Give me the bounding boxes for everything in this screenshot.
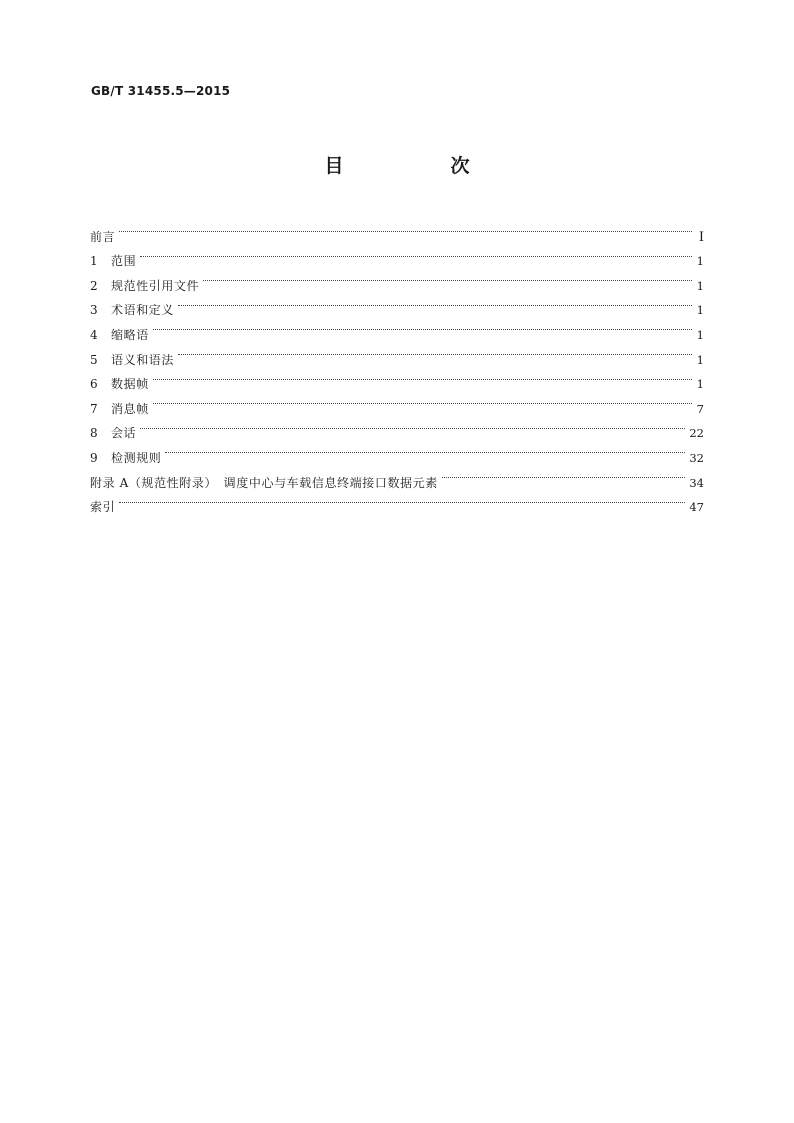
toc-leader-dots — [178, 290, 692, 315]
toc-entry-page: 1 — [696, 377, 704, 392]
toc-entry-number: 9 — [90, 450, 98, 465]
toc-entry-normative-references[interactable] — [90, 265, 704, 293]
toc-entry-label: 数据帧 — [111, 377, 149, 392]
toc-leader-dots — [119, 487, 685, 512]
toc-entry-terms-definitions[interactable] — [90, 290, 704, 318]
toc-entry-page: 1 — [696, 327, 704, 342]
toc-entry-message-frames[interactable] — [90, 388, 704, 416]
toc-entry-label: 索引 — [90, 500, 116, 515]
toc-leader-dots — [140, 413, 685, 438]
toc-title: 目 次 — [324, 155, 514, 177]
toc-entry-label: 前言 — [90, 229, 116, 244]
toc-entry-number: 4 — [90, 327, 98, 342]
toc-entry-label: 会话 — [111, 426, 137, 441]
toc-leader-dots — [442, 462, 685, 487]
toc-leader-dots — [140, 241, 692, 266]
toc-entry-scope[interactable] — [90, 241, 704, 269]
toc-leader-dots — [153, 388, 692, 413]
toc-entry-number: 7 — [90, 401, 98, 416]
toc-leader-dots — [178, 339, 692, 364]
toc-entry-label: 缩略语 — [111, 327, 149, 342]
toc-leader-dots — [153, 364, 692, 389]
toc-entry-label: 附录 A（规范性附录） 调度中心与车载信息终端接口数据元素 — [90, 475, 438, 490]
toc-leader-dots — [165, 437, 685, 462]
toc-entry-abbreviations[interactable] — [90, 314, 704, 342]
toc-entry-page: 1 — [696, 278, 704, 293]
toc-entry-semantics-syntax[interactable] — [90, 339, 704, 367]
toc-entry-label: 检测规则 — [111, 450, 162, 465]
toc-entry-page: Ⅰ — [698, 229, 704, 245]
toc-entry-page: 22 — [689, 426, 704, 441]
toc-entry-page: 32 — [689, 450, 704, 465]
toc-entry-number: 2 — [90, 278, 98, 293]
toc-entry-page: 7 — [696, 401, 704, 416]
toc-entry-page: 34 — [689, 475, 704, 490]
standard-code: GB/T 31455.5—2015 — [91, 84, 231, 98]
toc-entry-number: 3 — [90, 303, 98, 318]
toc-entry-foreword[interactable] — [90, 216, 704, 245]
toc-entry-label: 范围 — [111, 254, 137, 269]
toc-entry-sessions[interactable] — [90, 413, 704, 441]
toc-leader-dots — [119, 216, 692, 241]
toc-entry-number: 6 — [90, 377, 98, 392]
toc-entry-annex-a[interactable] — [90, 462, 704, 490]
toc-entry-index[interactable] — [90, 487, 704, 515]
toc-entry-page: 1 — [696, 352, 704, 367]
toc-entry-label: 消息帧 — [111, 401, 149, 416]
toc-leader-dots — [153, 314, 692, 339]
toc-entry-page: 1 — [696, 303, 704, 318]
toc-entry-page: 47 — [689, 500, 704, 515]
toc-entry-label: 术语和定义 — [111, 303, 175, 318]
toc-entry-number: 8 — [90, 426, 98, 441]
toc-entry-number: 1 — [90, 254, 98, 269]
toc-entry-label: 规范性引用文件 — [111, 278, 200, 293]
toc-entry-data-frames[interactable] — [90, 364, 704, 392]
toc-leader-dots — [203, 265, 692, 290]
table-of-contents — [90, 216, 704, 515]
toc-entry-page: 1 — [696, 254, 704, 269]
toc-entry-label: 语义和语法 — [111, 352, 175, 367]
toc-entry-number: 5 — [90, 352, 98, 367]
toc-entry-test-rules[interactable] — [90, 437, 704, 465]
